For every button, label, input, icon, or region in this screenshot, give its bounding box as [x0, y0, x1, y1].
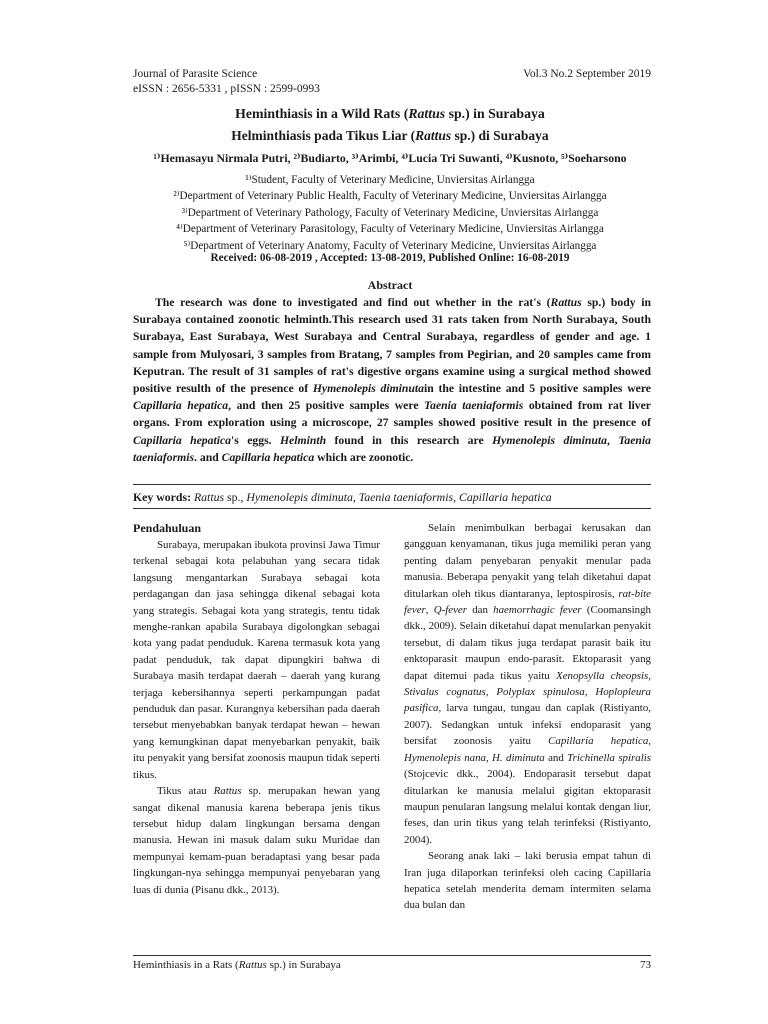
paper-title-id [120, 128, 660, 144]
body-italic: Trichinella spiralis [567, 751, 652, 764]
running-title [133, 959, 341, 971]
abstract-italic: Taenia taeniaformis [424, 399, 524, 413]
abstract-italic: Capillaria hepatica [133, 399, 229, 413]
left-column [133, 520, 380, 898]
keyword-italic: Hymenolepis diminuta, Taenia taeniaformis, Capillaria hepatica [246, 490, 552, 504]
abstract-italic: Taenia taeniaformis [133, 433, 652, 464]
title-id-part: sp.) di Surabaya [451, 128, 549, 143]
abstract-italic: Hymenolepis diminuta [312, 382, 425, 396]
abstract-text: . and [194, 450, 222, 464]
intro-paragraph-3 [404, 520, 651, 848]
abstract-italic: Helminth [279, 433, 327, 447]
divider-bottom [133, 508, 651, 509]
journal-header [133, 67, 651, 97]
intro-paragraph-2 [133, 783, 380, 898]
abstract-italic: Rattus [550, 296, 582, 309]
abstract-text: which are zoonotic. [314, 450, 414, 464]
body-italic: Rattus [213, 785, 242, 798]
keywords-line [133, 490, 651, 505]
paper-title-en [120, 106, 660, 122]
body-text: (Stojcevic dkk., 2004). Endoparasit tersebut dapat ditularkan ke manusia melalui gigitan ektoparasit maupun penularan langsung melalui kontak dengan liur, feses, dan urin tikus yang telah terinfeksi (Ristiyanto, 2004). [404, 768, 651, 846]
affiliation-5: ⁵⁾Department of Veterinary Anatomy, Faculty of Veterinary Medicine, Unviersitas Airlangga [183, 239, 597, 252]
body-text: and [544, 751, 568, 764]
body-text: Tikus atau [157, 785, 214, 798]
abstract-paragraph [133, 294, 651, 466]
abstract-text: The research was done to investigated and find out whether in the rat's ( [155, 296, 551, 309]
abstract-body [133, 294, 651, 466]
body-text: (Coomansingh dkk., 2009). Selain diketahui dapat menularkan penyakit tersebut, di dalam tikus juga terdapat parasit baik itu enktoparasit maupun endo-parasit. Ektoparasit yang dapat ditemui pada tikus yaitu [404, 604, 652, 682]
divider-top [133, 484, 651, 485]
author-list: ¹⁾Hemasayu Nirmala Putri, ²⁾Budiarto, ³⁾Arimbi, ⁴⁾Lucia Tri Suwanti, ⁴⁾Kusnoto, ⁵⁾Soeharsono [153, 151, 627, 165]
body-italic: rat-bite fever [404, 587, 651, 617]
body-italic: haemorrhagic fever [493, 604, 582, 617]
affiliation-list [120, 172, 660, 254]
footer-italic: Rattus [238, 959, 267, 971]
abstract-heading: Abstract [367, 278, 413, 292]
body-text: dan [466, 604, 494, 617]
abstract-text: , [607, 433, 619, 447]
affiliation-4: ⁴⁾Department of Veterinary Parasitology, Faculty of Veterinary Medicine, Unviersitas Airlangga [176, 223, 604, 236]
intro-paragraph-1: Surabaya, merupakan ibukota provinsi Jawa Timur terkenal sebagai kota pelabuhan yang secara tidak langsung mengantarkan Surabaya sebagai kota perdagangan dan jasa sehingga dikenal sebagai kota yang strategis. Sebagai kota yang strategis, tentu tidak menghe-rankan apabila Surabaya digolongkan sebagai kota yang padat penduduk. Karena termasuk kota yang padat penduduk, tak dapat dipungkiri bahwa di Surabaya masih terdapat daerah – daerah yang kurang terjaga kebersihannya seperti perkampungan padat penduduk dan pasar. Kurangnya kebersihan pada daerah tersebut menyebabkan banyak terdapat hewan – hewan yang kemungkinan dapat menyebarkan penyakit, baik itu penyakit yang bersifat zoonosis maupun tidak seperti tikus. [133, 539, 380, 781]
issn-line: eISSN : 2656-5331 , pISSN : 2599-0993 [133, 83, 320, 95]
affiliation-2: ²⁾Department of Veterinary Public Health, Faculty of Veterinary Medicine, Unviersitas Airlangga [173, 190, 607, 203]
abstract-text: 's eggs. [231, 433, 280, 447]
body-text: , larva tungau, tungau dan caplak (Ristiyanto, 2007). Sedangkan untuk infeksi endoparasit yang bersifat zoonosis yaitu [404, 702, 651, 748]
right-column [404, 520, 651, 914]
title-en-part: Heminthiasis in a Wild Rats ( [235, 106, 409, 121]
keywords-label: Key words: [133, 490, 194, 504]
title-id-part: Helminthiasis pada Tikus Liar ( [231, 128, 416, 143]
footer-divider [133, 955, 651, 956]
footer-text: sp.) in Surabaya [266, 959, 341, 971]
volume-info: Vol.3 No.2 September 2019 [523, 68, 651, 80]
abstract-italic: Capillaria hepatica [221, 450, 315, 464]
footer-text: Heminthiasis in a Rats ( [133, 959, 239, 971]
body-text: sp. merupakan hewan yang sangat dikenal manusia karena beberapa jenis tikus tersebut hidup dalam lingkungan bersama dengan manusia. Hewan ini masuk dalam suku Muridae dan mempunyai kemam-puan beradaptasi yang besar pada lingkungan-nya sehingga mempunyai penyebaran yang luas di dunia (Pisanu dkk., 2013). [133, 785, 380, 896]
body-text: Selain menimbulkan berbagai kerusakan dan gangguan kenyamanan, tikus juga memiliki peran yang penting dalam penyebaran penyakit menular pada manusia. Beberapa penyakit yang telah diketahui dapat ditularkan oleh tikus diantaranya, leptospirosis, [404, 522, 651, 600]
abstract-text: obtained from rat liver organs. From exploration using a microscope, 27 samples showed positive result in the presence of [133, 399, 651, 430]
intro-paragraph-4: Seorang anak laki – laki berusia empat tahun di Iran juga dilaporkan terinfeksi oleh cacing Capillaria hepatica setelah menderita demam intermiten selama dua bulan dan [404, 850, 651, 912]
keyword-text: sp., [224, 490, 247, 504]
body-text: , [425, 604, 434, 617]
affiliation-3: ³⁾Department of Veterinary Pathology, Faculty of Veterinary Medicine, Unviersitas Airlangga [181, 206, 599, 219]
abstract-text: sp.) body in Surabaya contained zoonotic helminth.This research used 31 rats taken from North Surabaya, South Surabaya, East Surabaya, West Surabaya and Central Surabaya, regardless of gender and age. 1 sample from Mulyosari, 3 samples from Bratang, 7 samples from Pegirian, and 20 samples came from Keputran. The result of 31 samples of rat's digestive organs examine using a surgical method showed positive resulth of the presence of [133, 296, 651, 396]
page-number: 73 [640, 959, 651, 971]
affiliation-1: ¹⁾Student, Faculty of Veterinary Medicine, Unviersitas Airlangga [245, 174, 535, 186]
keyword-italic: Rattus [193, 490, 225, 504]
section-heading: Pendahuluan [133, 521, 202, 535]
journal-name: Journal of Parasite Science [133, 68, 258, 80]
abstract-text: found in this research are [326, 433, 493, 447]
abstract-text: , and then 25 positive samples were [228, 399, 425, 413]
abstract-text: in the intestine and 5 positive samples were [424, 382, 651, 396]
abstract-italic: Capillaria hepatica [133, 433, 232, 447]
title-en-part: sp.) in Surabaya [445, 106, 545, 121]
page-footer [133, 959, 651, 971]
title-id-italic: Rattus [415, 128, 452, 143]
title-en-italic: Rattus [408, 106, 446, 121]
body-italic: Xenopsylla cheopsis, Stivalus cognatus, Polyplax spinulosa, Hoplopleura pasifica [404, 669, 651, 715]
body-italic: Q-fever [433, 604, 467, 617]
abstract-italic: Hymenolepis diminuta [492, 433, 607, 447]
body-italic: Capillaria hepatica, Hymenolepis nana, H. diminuta [404, 735, 651, 764]
publication-dates: Received: 06-08-2019 , Accepted: 13-08-2019, Published Online: 16-08-2019 [210, 252, 570, 264]
